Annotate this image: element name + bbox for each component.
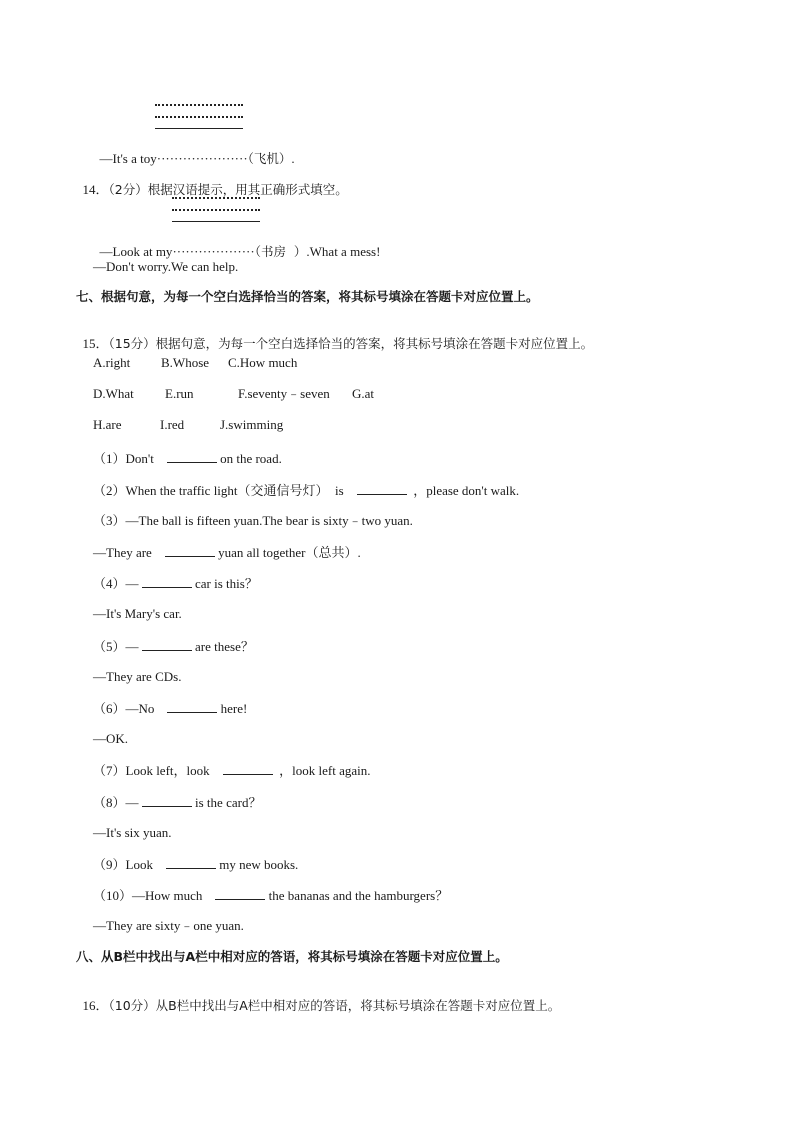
q15-item-6b [93,731,128,747]
item-text: （1）Don't [93,451,154,466]
option-e: E.run [165,386,194,401]
option-c: C.How much [228,355,298,370]
option-i: I.red [160,417,185,432]
option-d: D.What [93,386,134,401]
chinese-hint: （飞机） [247,151,292,166]
question-score: （15分） [108,336,156,351]
dash: — [99,244,113,259]
q16-header [76,982,560,1014]
item-text: —OK. [93,731,129,746]
item-text: （4）— [93,576,139,591]
q15-item-3 [93,513,413,529]
q15-item-5b [93,669,181,685]
q15-item-6 [93,700,247,717]
option-j: J.swimming [220,417,284,432]
item-text-after: on the road. [220,451,282,466]
q15-item-4 [93,575,258,592]
writing-guide-dotted-3 [172,197,260,199]
q15-item-10b [93,918,244,934]
item-text: —They are sixty﹣one yuan. [93,918,244,933]
q14-line2: —Don't worry.We can help. [93,259,239,274]
question-instruction: 根据句意，为每一个空白选择恰当的答案，将其标号填涂在答题卡对应位置上。 [155,336,594,351]
q15-header [76,320,593,352]
item-text-after: ，please don't walk. [413,483,520,498]
answer-blank[interactable] [223,762,273,775]
item-text-after: are these？ [195,639,254,654]
question-score: （10分） [108,998,156,1013]
question-instruction: 从B栏中找出与A栏中相对应的答语，将其标号填涂在答题卡对应位置上。 [155,998,561,1013]
item-text: （2）When the traffic light（交通信号灯） is [93,483,344,498]
sentence-text: Look at my [112,244,173,259]
item-text: —It's Mary's car. [93,606,182,621]
question-number: 15． [82,336,109,351]
writing-guide-solid [155,128,243,129]
item-text: —They are [93,545,152,560]
q15-item-8b [93,825,172,841]
item-text: （7）Look left，look [93,763,210,778]
writing-guide-dotted-4 [172,209,260,211]
q15-item-1 [93,450,282,467]
answer-blank[interactable] [165,544,215,557]
writing-guide-dotted-2 [155,116,243,118]
option-f: F.seventy﹣seven [238,386,330,401]
item-text-after: car is this？ [195,576,258,591]
question-score: （2分） [108,182,148,197]
option-b: B.Whose [161,355,210,370]
section7-heading: 七、根据句意，为每一个空白选择恰当的答案，将其标号填涂在答题卡对应位置上。 [76,289,539,304]
item-text: （10）—How much [93,888,203,903]
q15-item-10 [93,887,448,904]
q14-header [76,166,348,198]
section8-heading: 八、从B栏中找出与A栏中相对应的答语，将其标号填涂在答题卡对应位置上。 [76,949,508,964]
sentence-end: . [291,151,295,166]
answer-blank[interactable] [142,638,192,651]
option-g: G.at [352,386,375,401]
sentence-text-after: .What a mess! [306,244,381,259]
q15-item-5 [93,638,254,655]
item-text: （8）— [93,795,139,810]
q15-item-4b [93,606,182,622]
answer-blank[interactable] [167,700,217,713]
sentence-text: It's a toy [112,151,157,166]
answer-blank[interactable] [167,450,217,463]
answer-blank[interactable] [215,887,265,900]
item-text: —It's six yuan. [93,825,172,840]
item-text: （3）—The ball is fifteen yuan.The bear is sixty﹣two yuan. [93,513,413,528]
q15-item-2 [93,482,519,499]
q15-item-8 [93,794,261,811]
q15-item-9 [93,856,298,873]
writing-guide-solid-2 [172,221,260,222]
item-text-after: here! [220,701,248,716]
q14-line1 [93,228,380,260]
answer-blank[interactable] [142,794,192,807]
item-text: （5）— [93,639,139,654]
option-h: H.are [93,417,122,432]
q15-item-3b [93,544,361,561]
q13-answer-line [93,135,295,167]
option-a: A.right [93,355,131,370]
answer-blank[interactable] [142,575,192,588]
answer-blank[interactable] [357,482,407,495]
fill-blank-dots[interactable]: ··················· [172,244,255,259]
answer-blank[interactable] [166,856,216,869]
q15-item-7 [93,762,370,779]
item-text: —They are CDs. [93,669,182,684]
item-text-after: yuan all together（总共）. [218,545,361,560]
item-text: （9）Look [93,857,153,872]
writing-guide-dotted-1 [155,104,243,106]
dash: — [99,151,113,166]
question-number: 14． [82,182,109,197]
item-text-after: the bananas and the hamburgers？ [268,888,449,903]
item-text-after: ，look left again. [279,763,371,778]
item-text-after: my new books. [219,857,299,872]
question-instruction: 根据汉语提示，用其正确形式填空。 [147,182,348,197]
question-number: 16． [82,998,109,1013]
chinese-hint: （书房 ） [254,244,307,259]
item-text: （6）—No [93,701,155,716]
fill-blank-dots[interactable]: ····················· [156,151,248,166]
item-text-after: is the card？ [195,795,262,810]
